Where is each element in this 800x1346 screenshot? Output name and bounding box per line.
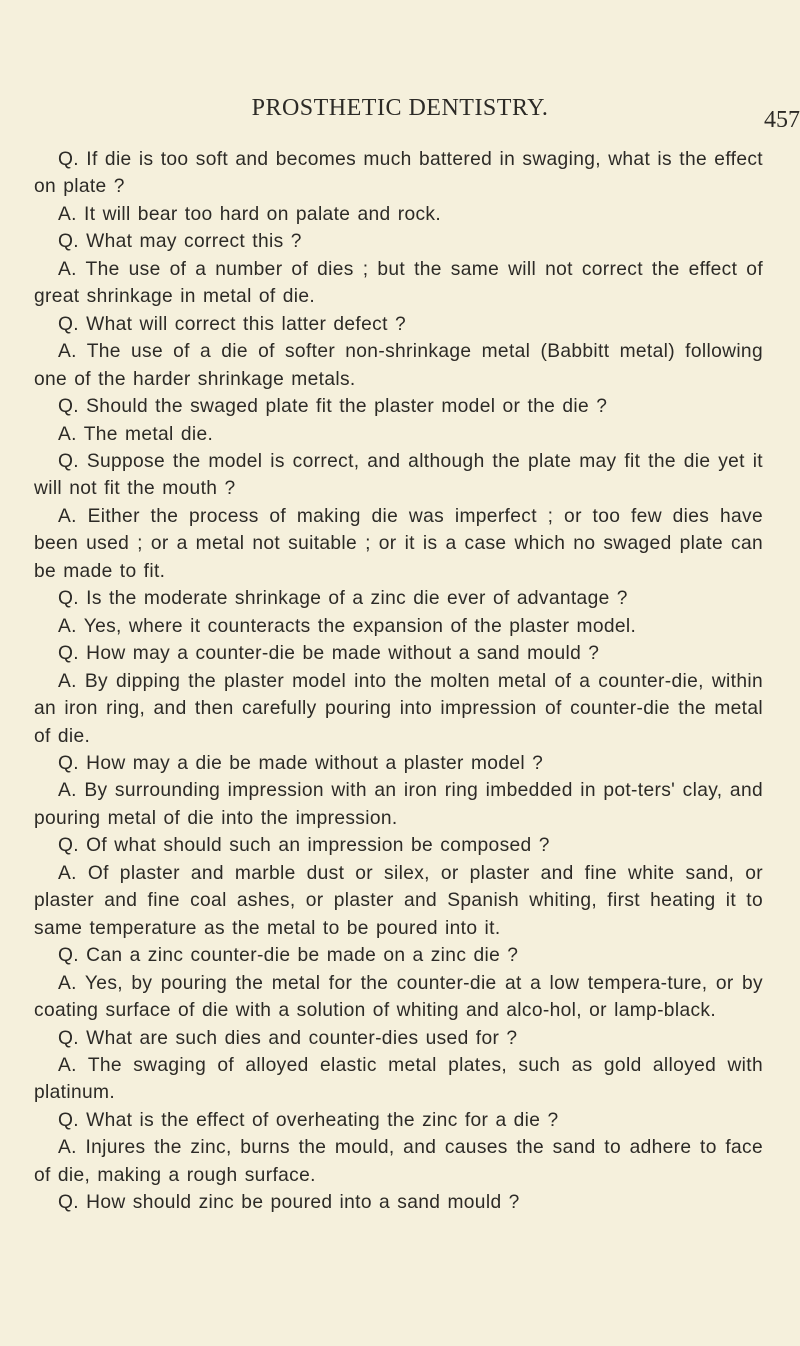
qa-paragraph — [34, 750, 763, 777]
qa-paragraph — [34, 613, 763, 640]
a-label: A. — [58, 203, 77, 225]
qa-paragraph — [34, 201, 763, 228]
q-label: Q. — [58, 231, 79, 253]
answer-text: The metal die. — [83, 423, 214, 445]
q-label: Q. — [58, 396, 79, 418]
q-label: Q. — [58, 835, 79, 857]
qa-paragraph — [34, 585, 763, 612]
qa-paragraph — [34, 832, 763, 859]
q-label: Q. — [58, 149, 79, 170]
question-text: Should the swaged plate fit the plaster model or the die ? — [86, 396, 608, 418]
a-label: A. — [58, 862, 77, 884]
qa-paragraph — [34, 777, 763, 832]
a-label: A. — [58, 1137, 77, 1159]
q-label: Q. — [58, 1027, 79, 1049]
question-text: Of what should such an impression be composed ? — [86, 835, 550, 857]
qa-paragraph — [34, 942, 763, 969]
qa-paragraph — [34, 421, 763, 448]
question-text: How may a die be made without a plaster model ? — [86, 752, 544, 774]
answer-text: By surrounding impression with an iron ring imbedded in pot-ters' clay, and pouring metal of die into the impression. — [34, 780, 763, 829]
qa-paragraph — [34, 970, 763, 1025]
question-text: What is the effect of overheating the zinc for a die ? — [86, 1109, 559, 1131]
qa-paragraph — [34, 448, 763, 503]
qa-text-block — [34, 146, 763, 1217]
page-number: 457 — [764, 107, 800, 133]
running-head: PROSTHETIC DENTISTRY. — [251, 95, 549, 121]
qa-paragraph — [34, 146, 763, 201]
a-label: A. — [58, 615, 77, 637]
q-label: Q. — [58, 945, 79, 967]
qa-paragraph — [34, 860, 763, 942]
q-label: Q. — [58, 313, 79, 335]
a-label: A. — [58, 505, 77, 527]
question-text: What are such dies and counter-dies used for ? — [86, 1027, 518, 1049]
question-text: How should zinc be poured into a sand mould ? — [86, 1192, 520, 1214]
qa-paragraph — [34, 668, 763, 750]
answer-text: It will bear too hard on palate and rock. — [84, 203, 442, 225]
a-label: A. — [58, 423, 77, 445]
answer-text: Yes, by pouring the metal for the counter-die at a low tempera-ture, or by coating surface of die with a solution of whiting and alco-hol, or lamp-black. — [34, 972, 763, 1022]
question-text: What may correct this ? — [86, 231, 302, 253]
qa-paragraph — [34, 640, 763, 667]
answer-text: By dipping the plaster model into the molten metal of a counter-die, within an iron ring, and then carefully pouring into impression of counter-die the metal of die. — [34, 670, 763, 747]
a-label: A. — [58, 1054, 77, 1076]
question-text: How may a counter-die be made without a sand mould ? — [86, 643, 600, 665]
answer-text: Of plaster and marble dust or silex, or plaster and fine white sand, or plaster and fine coal ashes, or plaster and Spanish whiting, first heating it to same temperature as the metal to be poured into it. — [34, 862, 763, 939]
qa-paragraph — [34, 503, 763, 585]
q-label: Q. — [58, 752, 79, 774]
answer-text: The use of a die of softer non-shrinkage metal (Babbitt metal) following one of the harder shrinkage metals. — [34, 341, 763, 390]
a-label: A. — [58, 972, 77, 994]
a-label: A. — [58, 258, 77, 280]
question-text: Suppose the model is correct, and although the plate may fit the die yet it will not fit the mouth ? — [34, 450, 763, 500]
qa-paragraph — [34, 256, 763, 311]
qa-paragraph — [34, 338, 763, 393]
qa-paragraph — [34, 1134, 763, 1189]
answer-text: The swaging of alloyed elastic metal plates, such as gold alloyed with platinum. — [34, 1054, 763, 1104]
qa-paragraph — [34, 311, 763, 338]
qa-paragraph — [34, 1107, 763, 1134]
a-label: A. — [58, 670, 77, 692]
q-label: Q. — [58, 643, 79, 665]
q-label: Q. — [58, 450, 79, 472]
question-text: What will correct this latter defect ? — [86, 313, 406, 335]
answer-text: Either the process of making die was imperfect ; or too few dies have been used ; or a metal not suitable ; or it is a case which no swaged plate can be made to fit. — [34, 505, 763, 582]
qa-paragraph — [34, 1025, 763, 1052]
q-label: Q. — [58, 1109, 79, 1131]
answer-text: The use of a number of dies ; but the same will not correct the effect of great shrinkage in metal of die. — [34, 258, 763, 308]
q-label: Q. — [58, 1192, 79, 1214]
answer-text: Injures the zinc, burns the mould, and causes the sand to adhere to face of die, making a rough surface. — [34, 1137, 763, 1186]
q-label: Q. — [58, 588, 79, 610]
qa-paragraph — [34, 1052, 763, 1107]
qa-paragraph — [34, 228, 763, 255]
a-label: A. — [58, 780, 77, 802]
a-label: A. — [58, 341, 77, 363]
question-text: If die is too soft and becomes much battered in swaging, what is the effect on plate ? — [34, 149, 763, 198]
answer-text: Yes, where it counteracts the expansion of the plaster model. — [83, 615, 637, 637]
question-text: Is the moderate shrinkage of a zinc die ever of advantage ? — [86, 588, 628, 610]
qa-paragraph — [34, 393, 763, 420]
qa-paragraph — [34, 1189, 763, 1216]
question-text: Can a zinc counter-die be made on a zinc die ? — [86, 945, 519, 967]
